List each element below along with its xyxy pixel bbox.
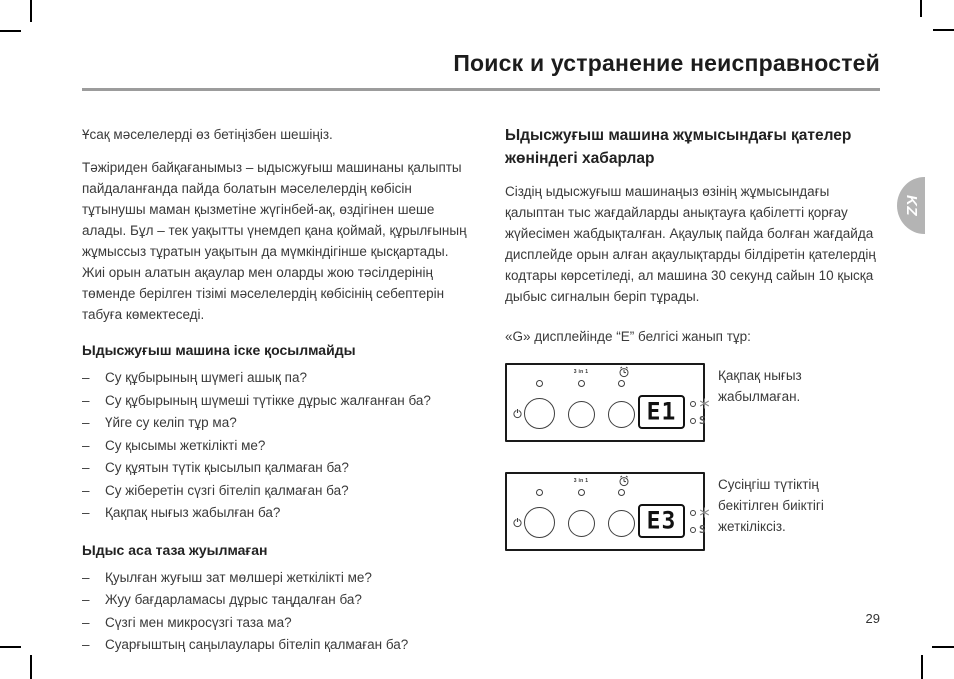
power-button[interactable]: [524, 398, 555, 429]
error-code: E3: [646, 507, 677, 535]
error-code: E1: [646, 398, 677, 426]
delay-button[interactable]: [608, 401, 635, 428]
title-divider: [82, 88, 880, 91]
indicator-led: [690, 418, 696, 424]
program-led: [578, 489, 585, 496]
program-led: [536, 489, 543, 496]
power-button[interactable]: [524, 507, 555, 538]
delay-button[interactable]: [608, 510, 635, 537]
rinse-aid-indicator: [690, 398, 710, 409]
crop-mark-top-left-v: [30, 0, 32, 22]
power-icon: [512, 517, 523, 528]
list-item: – Су жіберетін сүзгі бітеліп қалмаған ба?: [82, 482, 349, 498]
right-column: [505, 124, 880, 657]
error-system-paragraph: Сіздің ыдысжуғыш машинаңыз өзінің жұмысындағы қалыптан тыс жағдайларды анықтауға қабілетті қорғау жүйесімен жабдықталған. Ақаулық пайда болған жағдайда дисплейде орын алған ақаулықтарды білдіретін қателердің кодтары көрсетіледі, ал машина 30 секунд сайын 10 қысқа дыбыс сигналын беріп тұрады.: [505, 184, 876, 304]
crop-mark-top-right-h: [933, 29, 954, 31]
program-led: [536, 380, 543, 387]
program-button-3in1[interactable]: [568, 401, 595, 428]
list-item: – Жуу бағдарламасы дұрыс таңдалған ба?: [82, 592, 362, 607]
language-tab-kz: [897, 177, 925, 234]
display-note: «G» дисплейінде “Е” белгісі жанып тұр:: [505, 329, 751, 344]
salt-indicator: [690, 414, 706, 427]
error-panel-row-e3: [505, 472, 880, 551]
checklist-not-starting: [82, 367, 474, 525]
indicator-led: [690, 510, 696, 516]
snowflake-icon: [699, 398, 710, 409]
error-caption-e3: Сусіңгіш түтіктің бекітілген биіктігі жеткіліксіз.: [718, 477, 824, 534]
timer-led: [618, 489, 625, 496]
list-item: – Су құбырының шүмеші түтікке дұрыс жалғанған ба?: [82, 392, 431, 408]
button-label-3in1: 3 in 1: [573, 478, 589, 484]
timer-icon: [618, 475, 630, 487]
crop-mark-top-right-v: [920, 0, 922, 17]
crop-mark-bottom-right-v: [921, 655, 923, 679]
timer-led: [618, 380, 625, 387]
error-code-display: [638, 395, 685, 429]
letter-s-indicator: S: [699, 523, 706, 536]
language-tab-label: KZ: [902, 195, 920, 216]
crop-mark-bottom-left-v: [30, 655, 32, 679]
intro-paragraph: Ұсақ мәселелерді өз бетіңізбен шешіңіз.: [82, 127, 333, 142]
list-item: – Су құбырының шүмегі ашық па?: [82, 370, 307, 385]
list-item: – Суарғыштың саңылаулары бітеліп қалмаған ба?: [82, 637, 409, 652]
letter-s-indicator: S: [699, 414, 706, 427]
section-heading-error-messages: Ыдысжуғыш машина жұмысындағы қателер жөніндегі хабарлар: [505, 127, 852, 167]
list-item: – Үйге су келіп тұр ма?: [82, 415, 237, 430]
crop-mark-bottom-right-h: [932, 646, 954, 648]
program-led: [578, 380, 585, 387]
page-number: 29: [865, 611, 880, 626]
control-panel-diagram-e1: [505, 363, 705, 442]
crop-mark-bottom-left-h: [0, 646, 21, 648]
section-heading-not-starting: Ыдысжуғыш машина іске қосылмайды: [82, 342, 356, 358]
control-panel-diagram-e3: [505, 472, 705, 551]
list-item: – Сүзгі мен микросүзгі таза ма?: [82, 614, 292, 630]
program-button-3in1[interactable]: [568, 510, 595, 537]
list-item: – Су қысымы жеткілікті ме?: [82, 437, 266, 453]
rinse-aid-indicator: [690, 507, 710, 518]
list-item: – Қуылған жуғыш зат мөлшері жеткілікті ме?: [82, 569, 372, 585]
snowflake-icon: [699, 507, 710, 518]
intro-paragraph: Тәжіриден байқағанымыз – ыдысжуғыш машинаны қалыпты пайдаланғанда пайда болатын мәселелердің көбісін тұтынушы маман қызметіне жүгінбей-ақ, өздігінен шеше алады. Бұл – тек уақытты үнемдеп қана қоймай, құрылғының жұмыссыз тұратын уақытын да мүмкіндігінше қысқартады. Жиі орын алатын ақаулар мен оларды жою тәсілдерінің төменде берілген тізімі мәселелердің көбісінің себептерін табуға көмектеседі.: [82, 160, 467, 322]
left-column: [82, 124, 474, 657]
indicator-led: [690, 527, 696, 533]
page-title: Поиск и устранение неисправностей: [453, 50, 880, 76]
error-code-display: [638, 504, 685, 538]
crop-mark-top-left-h: [0, 30, 21, 32]
button-label-3in1: 3 in 1: [573, 369, 589, 375]
error-panel-row-e1: [505, 363, 880, 442]
section-heading-not-clean: Ыдыс аса таза жуылмаған: [82, 541, 268, 558]
power-icon: [512, 408, 523, 419]
salt-indicator: [690, 523, 706, 536]
timer-icon: [618, 366, 630, 378]
indicator-led: [690, 401, 696, 407]
list-item: – Су құятын түтік қысылып қалмаған ба?: [82, 460, 349, 475]
error-caption-e1: Қақпақ нығыз жабылмаған.: [718, 368, 802, 404]
list-item: – Қақпақ нығыз жабылған ба?: [82, 505, 281, 520]
